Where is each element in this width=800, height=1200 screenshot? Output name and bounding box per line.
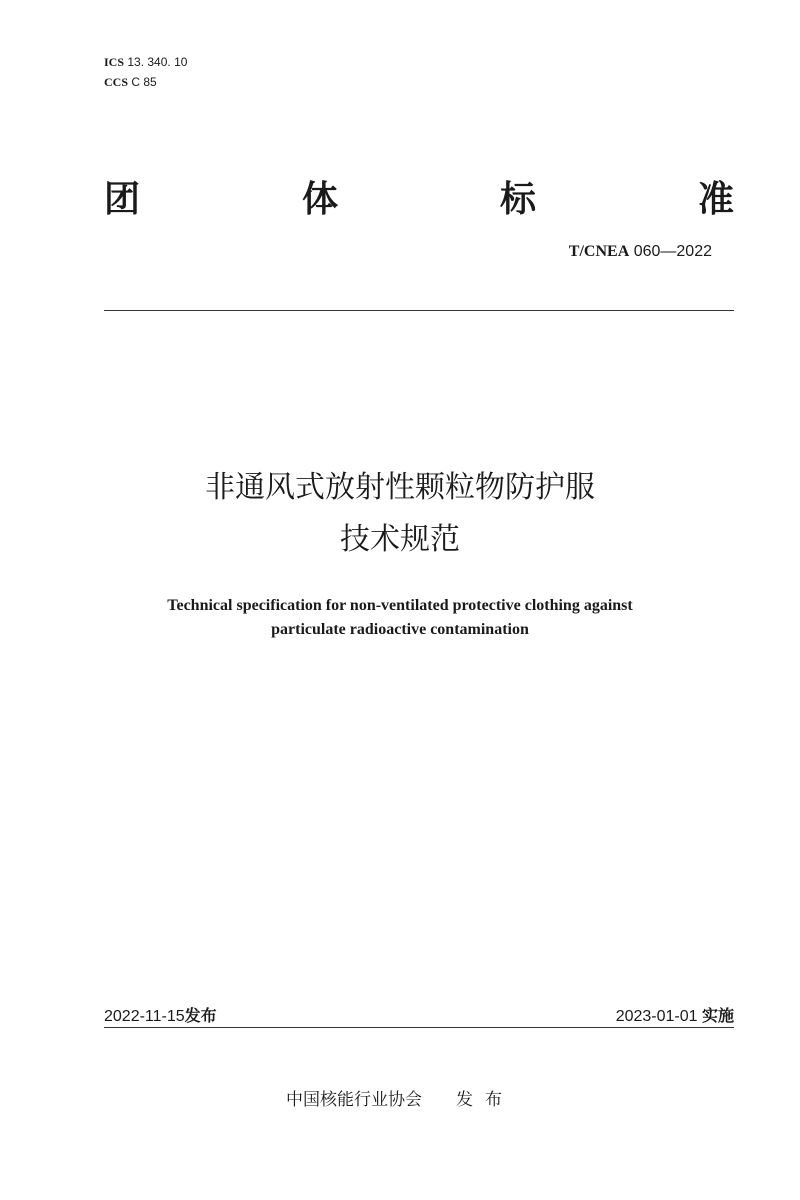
standard-type-char-1: 团	[104, 178, 141, 220]
bottom-divider	[104, 1027, 734, 1028]
issuing-organization	[0, 1085, 800, 1110]
standard-number-prefix: T/CNEA	[568, 243, 630, 260]
ccs-label: CCS	[104, 75, 129, 89]
ccs-code	[104, 72, 187, 92]
standard-number	[569, 243, 712, 261]
ics-label: ICS	[104, 55, 125, 69]
top-divider	[104, 310, 734, 311]
chinese-title	[0, 462, 800, 566]
standard-type-char-3: 标	[499, 178, 536, 220]
chinese-title-line-1: 非通风式放射性颗粒物防护服	[205, 470, 595, 505]
issuer-action: 发布	[456, 1090, 514, 1110]
standard-type-char-2: 体	[301, 178, 338, 220]
english-title-line-2: particulate radioactive contamination	[271, 621, 529, 638]
publish-date	[104, 1003, 217, 1026]
standard-type-heading	[104, 168, 734, 224]
implement-date-value: 2023-01-01	[615, 1008, 698, 1025]
standard-number-value: 060—2022	[633, 243, 712, 260]
issuer-name: 中国核能行业协会	[286, 1090, 422, 1110]
english-title	[0, 594, 800, 642]
publish-date-label: 发布	[184, 1006, 217, 1025]
ics-value: 13. 340. 10	[127, 55, 188, 69]
standard-type-char-4: 准	[697, 178, 734, 220]
publish-date-value: 2022-11-15	[104, 1008, 185, 1025]
chinese-title-line-2: 技术规范	[340, 522, 460, 557]
ics-code	[104, 52, 187, 72]
implement-date	[616, 1003, 734, 1026]
english-title-line-1: Technical specification for non-ventilated protective clothing against	[167, 597, 633, 614]
ccs-value: C 85	[131, 75, 157, 89]
classification-codes	[104, 52, 187, 92]
implement-date-label: 实施	[701, 1006, 734, 1025]
